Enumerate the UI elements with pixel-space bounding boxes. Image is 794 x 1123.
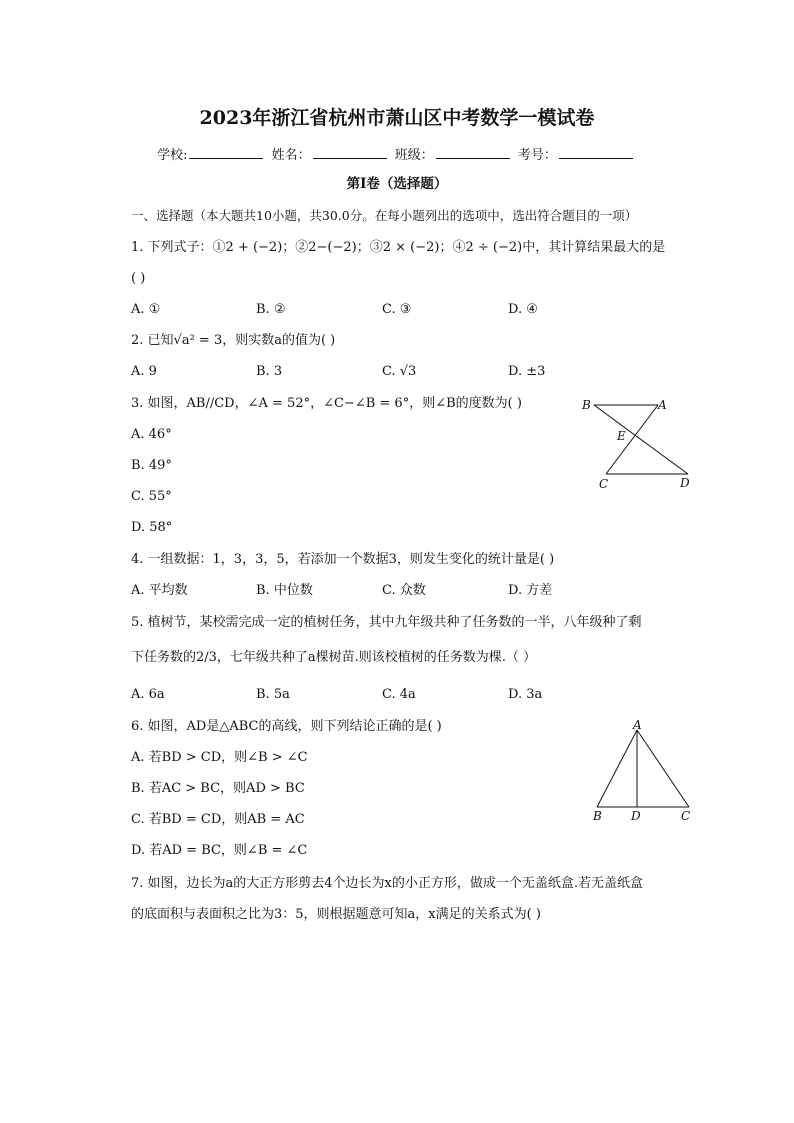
school-label: 学校: — [157, 148, 188, 163]
q1-stem-line1: 1. 下列式子：①2 + (−2)；②2−(−2)；③2 × (−2)；④2 ÷ (−2)中，其计算结果最大的是 — [131, 240, 666, 255]
q3-option-b: B. 49° — [131, 458, 172, 473]
label-e: E — [617, 429, 626, 443]
q3-stem: 3. 如图，AB//CD，∠A = 52°，∠C−∠B = 6°，则∠B的度数为( ) — [131, 396, 522, 411]
class-label: 班级： — [394, 148, 434, 163]
q5-stem-line1: 5. 植树节，某校需完成一定的植树任务，其中九年级共种了任务数的一半，八年级种了剩 — [131, 615, 642, 630]
q5-option-c: C. 4a — [382, 687, 416, 702]
q2-option-b: B. 3 — [256, 364, 283, 379]
q1-option-c: C. ③ — [382, 302, 412, 317]
q2-stem: 2. 已知√a² = 3，则实数a的值为( ) — [131, 333, 336, 348]
school-blank[interactable] — [189, 146, 263, 159]
label-a: A — [658, 398, 667, 412]
q6-option-a: A. 若BD > CD，则∠B > ∠C — [131, 750, 308, 765]
q5-option-a: A. 6a — [131, 687, 165, 702]
q3-option-a: A. 46° — [131, 427, 172, 442]
q6-option-c: C. 若BD = CD，则AB = AC — [131, 812, 305, 827]
q6-stem: 6. 如图，AD是△ABC的高线，则下列结论正确的是( ) — [131, 719, 442, 734]
q5-stem-line2: 下任务数的2/3，七年级共种了a棵树苗.则该校植树的任务数为棵.（ ） — [131, 650, 537, 665]
q1-stem-line2: ( ) — [131, 271, 146, 286]
q1-option-a: A. ① — [131, 302, 161, 317]
q3-figure — [570, 392, 700, 494]
q4-option-d: D. 方差 — [508, 583, 553, 598]
q4-option-a: A. 平均数 — [131, 583, 188, 598]
student-info-line — [0, 146, 794, 164]
q6-figure — [585, 718, 697, 826]
q7-stem-line1: 7. 如图，边长为a的大正方形剪去4个边长为x的小正方形，做成一个无盖纸盒.若无盖纸盒 — [131, 876, 644, 891]
q2-option-d: D. ±3 — [508, 364, 546, 379]
exam-title: 2023年浙江省杭州市萧山区中考数学一模试卷 — [199, 107, 595, 129]
q3-option-c: C. 55° — [131, 489, 172, 504]
exam-no-label: 考号： — [517, 148, 557, 163]
label-a: A — [633, 718, 642, 732]
q6-option-b: B. 若AC > BC，则AD > BC — [131, 781, 305, 796]
name-label: 姓名： — [271, 148, 311, 163]
label-c: C — [599, 477, 609, 491]
q4-option-b: B. 中位数 — [256, 583, 313, 598]
segment-ac — [606, 405, 658, 474]
section-title: 第Ⅰ卷（选择题） — [346, 176, 448, 192]
label-c: C — [681, 809, 691, 823]
name-blank[interactable] — [313, 146, 387, 159]
segment-bd — [594, 405, 688, 474]
segment-ab — [597, 730, 637, 807]
label-b: B — [593, 809, 602, 823]
q6-option-d: D. 若AD = BC，则∠B = ∠C — [131, 843, 308, 858]
q2-option-c: C. √3 — [382, 364, 417, 379]
q1-option-b: B. ② — [256, 302, 286, 317]
exam-no-blank[interactable] — [559, 146, 633, 159]
q5-option-b: B. 5a — [256, 687, 290, 702]
label-d: D — [680, 476, 690, 490]
q4-option-c: C. 众数 — [382, 583, 426, 598]
part-header: 一、选择题（本大题共10小题，共30.0分。在每小题列出的选项中，选出符合题目的一项） — [131, 208, 638, 223]
class-blank[interactable] — [436, 146, 510, 159]
label-b: B — [582, 398, 591, 412]
q1-option-d: D. ④ — [508, 302, 538, 317]
q7-stem-line2: 的底面积与表面积之比为3：5，则根据题意可知a，x满足的关系式为( ) — [131, 907, 541, 922]
label-d: D — [631, 809, 641, 823]
q3-option-d: D. 58° — [131, 520, 173, 535]
q4-stem: 4. 一组数据：1，3，3，5，若添加一个数据3，则发生变化的统计量是( ) — [131, 552, 555, 567]
segment-ac — [637, 730, 689, 807]
q5-option-d: D. 3a — [508, 687, 543, 702]
q2-option-a: A. 9 — [131, 364, 157, 379]
